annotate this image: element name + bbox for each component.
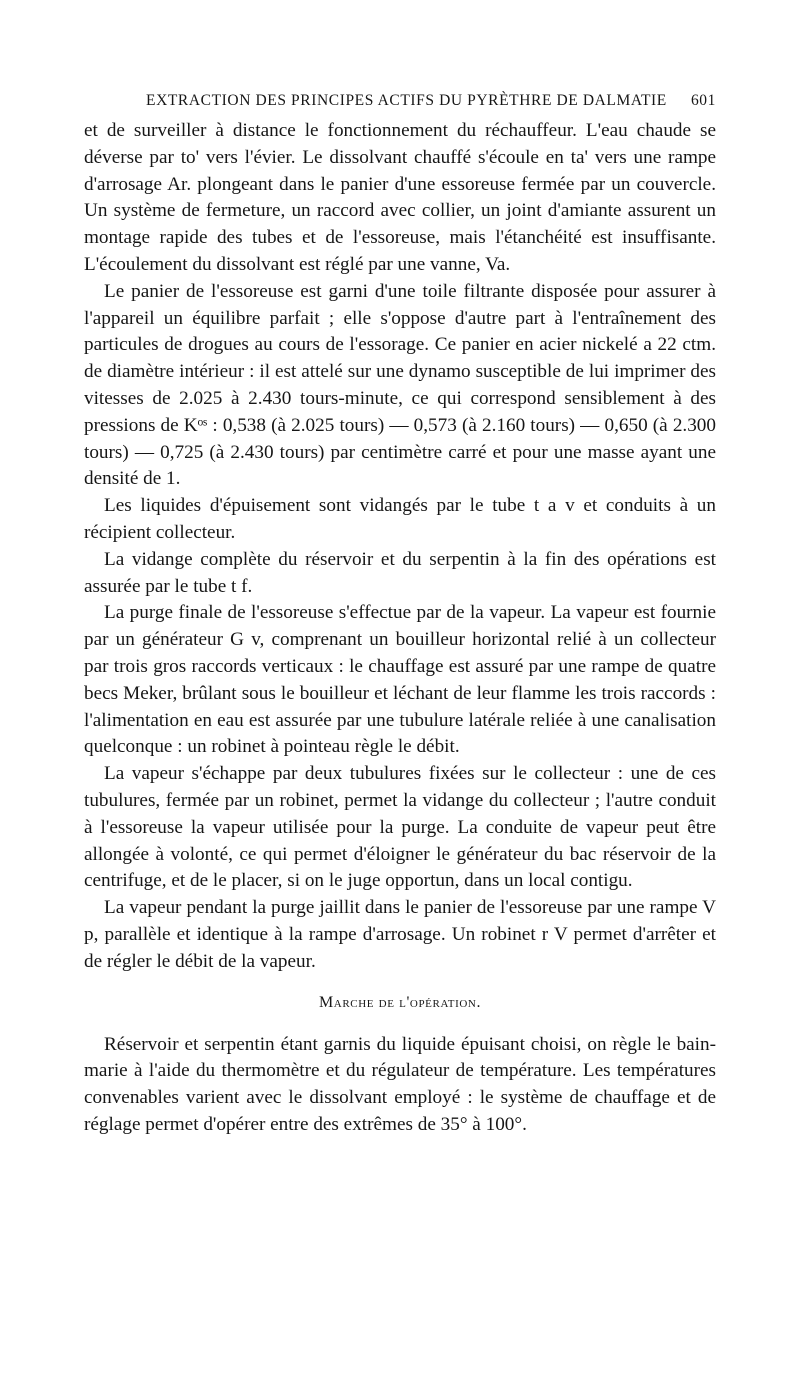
paragraph: Les liquides d'épuisement sont vidangés par le tube t a v et conduits à un récipient collecteur.	[84, 495, 716, 543]
paragraph: La vidange complète du réservoir et du serpentin à la fin des opérations est assurée par le tube t f.	[84, 548, 716, 597]
paragraph: La vapeur s'échappe par deux tubulures fixées sur le collecteur : une de ces tubulures, fermée par un robinet, permet la vidange du collecteur ; l'autre conduit à l'essoreuse la vapeur utilisée pour la purge. La conduite de vapeur peut être allongée à volonté, ce qui permet d'éloigner le générateur du bac réservoir de la centrifuge, et de le placer, si on le juge opportun, dans un local contigu.	[84, 763, 716, 892]
paragraph: La vapeur pendant la purge jaillit dans le panier de l'essoreuse par une rampe V p, parallèle et identique à la rampe d'arrosage. Un robinet r V permet d'arrêter et de régler le débit de la vapeur.	[84, 897, 716, 972]
paragraph: Réservoir et serpentin étant garnis du liquide épuisant choisi, on règle le bain-marie à l'aide du thermomètre et du régulateur de température. Les températures convenables varient avec le dissolvant employé : le système de chauffage et de réglage permet d'opérer entre des extrêmes de 35° à 100°.	[84, 1033, 716, 1135]
paragraph: La purge finale de l'essoreuse s'effectue par de la vapeur. La vapeur est fournie par un générateur G v, comprenant un bouilleur horizontal relié à un collecteur par trois gros raccords verticaux : le chauffage est assuré par une rampe de quatre becs Meker, brûlant sous le bouilleur et léchant de leur flamme les trois raccords : l'alimentation en eau est assurée par une tubulure latérale reliée à une canalisation quelconque : un robinet à pointeau règle le débit.	[84, 602, 716, 758]
section-heading: Marche de l'opération.	[318, 993, 482, 1011]
page-number: 601	[690, 92, 716, 109]
book-page	[84, 92, 716, 1139]
paragraph: Le panier de l'essoreuse est garni d'une toile filtrante disposée pour assurer à l'appareil un équilibre parfait ; elle s'oppose d'autre part à l'entraînement des particules de drogues au cours de l'essorage. Ce panier en acier nickelé a 22 ctm. de diamètre intérieur : il est attelé sur une dynamo susceptible de lui imprimer des vitesses de 2.025 à 2.430 tours-minute, ce qui correspond sensiblement à des pressions de Kᵒˢ : 0,538 (à 2.025 tours) — 0,573 (à 2.160 tours) — 0,650 (à 2.300 tours) — 0,725 (à 2.430 tours) par centimètre carré et pour une masse ayant une densité de 1.	[84, 280, 716, 490]
running-title: EXTRACTION DES PRINCIPES ACTIFS DU PYRÈTHRE DE DALMATIE	[146, 92, 667, 109]
paragraph: et de surveiller à distance le fonctionnement du réchauffeur. L'eau chaude se déverse par to' vers l'évier. Le dissolvant chauffé s'écoule en ta' vers une rampe d'arrosage Ar. plongeant dans le panier d'une essoreuse fermée par un couvercle. Un système de fermeture, un raccord avec collier, un joint d'amiante assurent un montage rapide des tubes et de l'essoreuse, mais l'étanchéité est insuffisante. L'écoulement du dissolvant est réglé par une vanne, Va.	[84, 120, 716, 275]
page-header	[84, 92, 716, 118]
